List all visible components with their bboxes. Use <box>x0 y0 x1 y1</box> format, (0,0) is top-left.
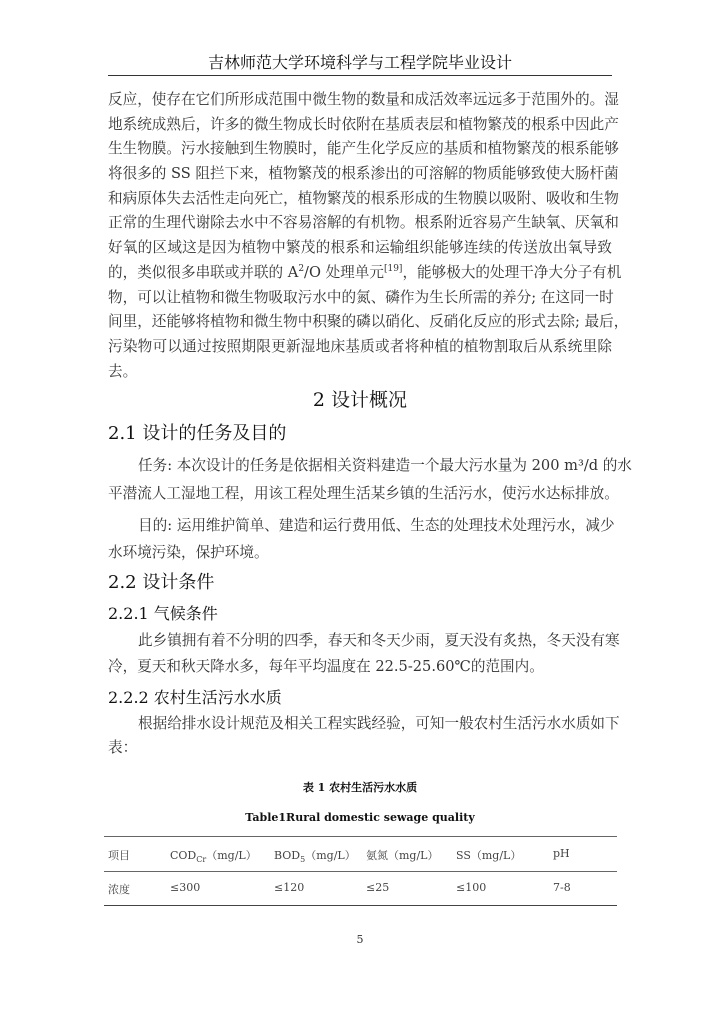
header-cell: SS（mg/L） <box>456 849 522 862</box>
subsubsection-heading: 2.2.1 气候条件 <box>108 604 218 623</box>
subscript: 5 <box>300 855 306 865</box>
table-caption: 表 1 农村生活污水水质 <box>302 781 418 794</box>
subsubsection-heading: 2.2.2 农村生活污水水质 <box>108 688 282 707</box>
cell: 浓度 <box>108 883 130 896</box>
header-cell: 氨氮（mg/L） <box>366 849 439 862</box>
subsection-heading: 2.1 设计的任务及目的 <box>108 423 287 444</box>
table-mid-rule <box>104 871 617 872</box>
header-rule <box>108 75 612 76</box>
body-line: 污染物可以通过按照期限更新湿地床基质或者将种植的植物割取后从系统里除 <box>108 338 612 355</box>
body-line: 此乡镇拥有着不分明的四季，春天和冬天少雨，夏天没有炙热，冬天没有寒 <box>138 632 620 649</box>
header-cell: pH <box>553 847 570 860</box>
body-line: 物，可以让植物和微生物吸取污水中的氮、磷作为生长所需的养分; 在这同一时 <box>108 289 614 306</box>
body-line: 将很多的 SS 阻拦下来，植物繁茂的根系渗出的可溶解的物质能够致使大肠杆菌 <box>108 165 619 182</box>
cell: ≤300 <box>170 881 201 894</box>
text: /O 处理单元 <box>304 264 384 281</box>
subscript: Cr <box>196 855 207 865</box>
header-cell: 项目 <box>108 849 130 862</box>
cell: ≤100 <box>456 881 487 894</box>
table-top-rule <box>104 836 617 837</box>
body-line: 平潜流人工湿地工程，用该工程处理生活某乡镇的生活污水，使污水达标排放。 <box>108 485 619 502</box>
section-heading: 2 设计概况 <box>312 389 408 411</box>
body-line: 水环境污染，保护环境。 <box>108 544 269 561</box>
text: 的，类似很多串联或并联的 A <box>108 264 299 281</box>
body-line <box>108 263 622 283</box>
text: （mg/L） <box>305 849 356 862</box>
text: BOD <box>274 849 301 862</box>
body-line: 去。 <box>108 363 138 380</box>
body-line: 任务: 本次设计的任务是依据相关资料建造一个最大污水量为 200 m³/d 的水 <box>138 457 632 474</box>
cell: ≤120 <box>274 881 305 894</box>
body-line: 好氧的区域这是因为植物中繁茂的根系和运输组织能够连续的传送放出氧导致 <box>108 239 612 256</box>
table-caption-en: Table1Rural domestic sewage quality <box>245 811 475 824</box>
header-cell <box>170 847 257 863</box>
body-line: 反应，使存在它们所形成范围中微生物的数量和成活效率远远多于范围外的。湿 <box>108 91 619 108</box>
subsection-heading: 2.2 设计条件 <box>108 572 215 593</box>
page-number: 5 <box>356 933 364 946</box>
body-line: 根据给排水设计规范及相关工程实践经验，可知一般农村生活污水水质如下 <box>138 715 620 732</box>
body-line: 表： <box>108 739 138 756</box>
citation: [19] <box>383 264 403 275</box>
header-cell <box>274 847 356 863</box>
body-line: 生生物膜。污水接触到生物膜时，能产生化学反应的基质和植物繁茂的根系能够 <box>108 140 619 157</box>
text: COD <box>170 849 197 862</box>
body-line: 目的: 运用维护简单、建造和运行费用低、生态的处理技术处理污水，减少 <box>138 517 615 534</box>
body-line: 正常的生理代谢除去水中不容易溶解的有机物。根系附近容易产生缺氧、厌氧和 <box>108 214 619 231</box>
body-line: 间里，还能够将植物和微生物中积聚的磷以硝化、反硝化反应的形式去除; 最后， <box>108 313 629 330</box>
text: ，能够极大的处理干净大分子有机 <box>402 264 622 281</box>
body-line: 和病原体失去活性走向死亡，植物繁茂的根系形成的生物膜以吸附、吸收和生物 <box>108 190 619 207</box>
body-line: 冷，夏天和秋天降水多，每年平均温度在 22.5-25.60℃的范围内。 <box>108 658 544 675</box>
table-bottom-rule <box>104 905 617 906</box>
text: （mg/L） <box>206 849 257 862</box>
superscript: 2 <box>298 264 305 275</box>
cell: 7-8 <box>553 881 571 894</box>
cell: ≤25 <box>366 881 390 894</box>
body-line: 地系统成熟后，许多的微生物成长时依附在基质表层和植物繁茂的根系中因此产 <box>108 116 619 133</box>
running-header: 吉林师范大学环境科学与工程学院毕业设计 <box>207 53 512 72</box>
